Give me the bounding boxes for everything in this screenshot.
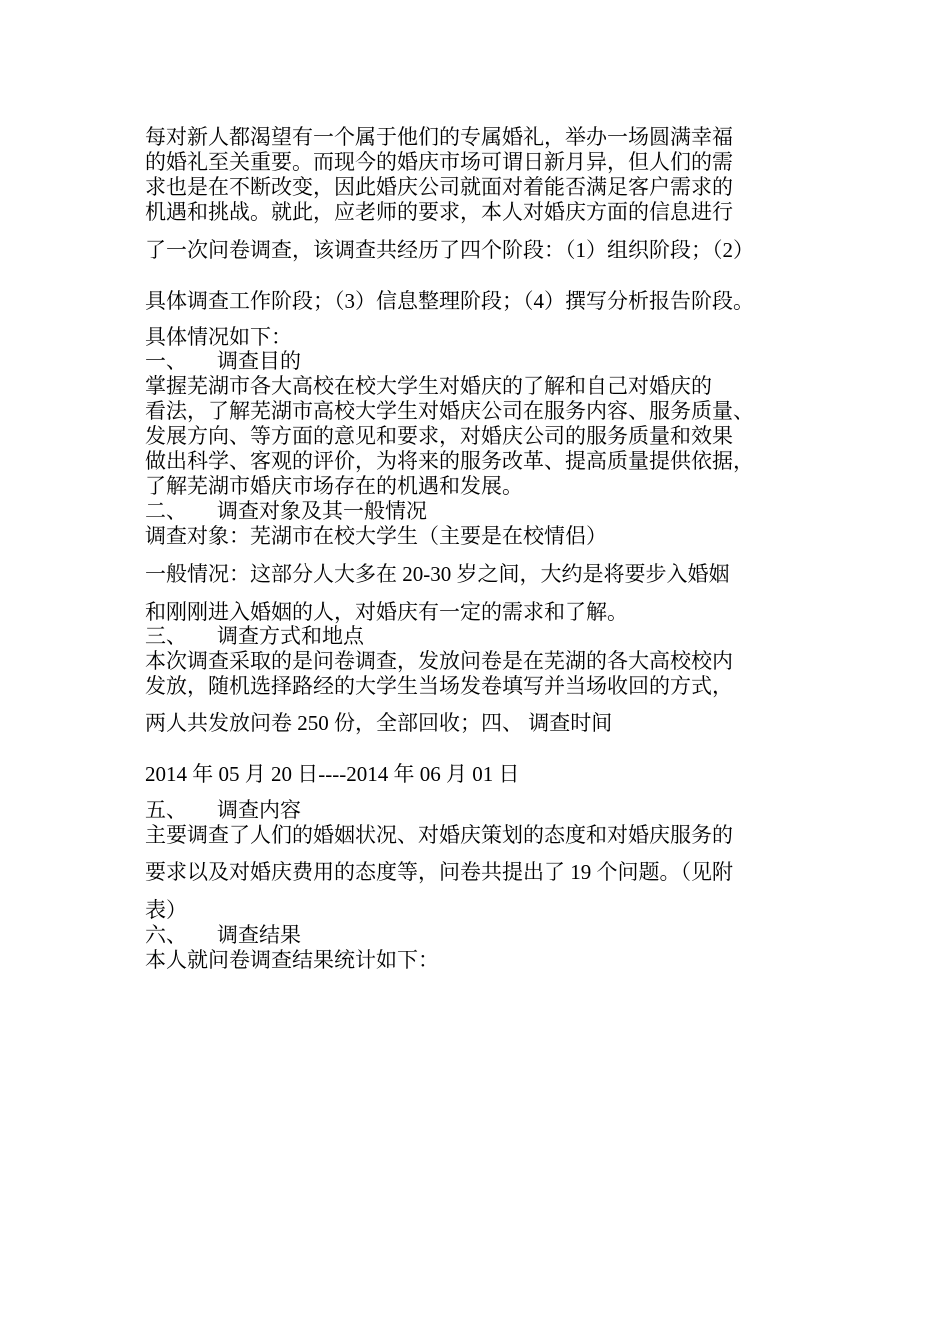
section-title: 调查结果 bbox=[217, 923, 301, 947]
body-line: 表） bbox=[145, 898, 187, 922]
body-line: 主要调查了人们的婚姻状况、对婚庆策划的态度和对婚庆服务的 bbox=[145, 823, 733, 847]
body-line: 掌握芜湖市各大高校在校大学生对婚庆的了解和自己对婚庆的 bbox=[145, 374, 712, 398]
section-heading bbox=[145, 624, 825, 648]
section-heading bbox=[145, 499, 825, 523]
body-line: 发展方向、等方面的意见和要求，对婚庆公司的服务质量和效果 bbox=[145, 424, 733, 448]
body-line: 两人共发放问卷 250 份，全部回收；四、 调查时间 bbox=[145, 711, 613, 735]
body-line: 调查对象：芜湖市在校大学生（主要是在校情侣） bbox=[145, 524, 607, 548]
body-line: 要求以及对婚庆费用的态度等，问卷共提出了 19 个问题。（见附 bbox=[145, 860, 733, 884]
section-number: 二、 bbox=[145, 499, 187, 523]
intro-line: 了一次问卷调查，该调查共经历了四个阶段：（1）组织阶段；（2） bbox=[145, 238, 754, 262]
body-line: 本人就问卷调查结果统计如下： bbox=[145, 948, 439, 972]
intro-line: 每对新人都渴望有一个属于他们的专属婚礼，举办一场圆满幸福 bbox=[145, 125, 733, 149]
section-heading bbox=[145, 923, 825, 947]
section-number: 六、 bbox=[145, 923, 187, 947]
body-line: 本次调查采取的是问卷调查，发放问卷是在芜湖的各大高校校内 bbox=[145, 649, 733, 673]
section-number: 三、 bbox=[145, 624, 187, 648]
intro-line: 机遇和挑战。就此，应老师的要求，本人对婚庆方面的信息进行 bbox=[145, 200, 733, 224]
section-heading bbox=[145, 798, 825, 822]
body-line: 了解芜湖市婚庆市场存在的机遇和发展。 bbox=[145, 474, 523, 498]
body-line: 做出科学、客观的评价，为将来的服务改革、提高质量提供依据， bbox=[145, 449, 754, 473]
body-line: 和刚刚进入婚姻的人，对婚庆有一定的需求和了解。 bbox=[145, 600, 628, 624]
body-line: 2014 年 05 月 20 日----2014 年 06 月 01 日 bbox=[145, 762, 520, 786]
section-number: 一、 bbox=[145, 349, 187, 373]
intro-line: 具体调查工作阶段；（3）信息整理阶段；（4）撰写分析报告阶段。 bbox=[145, 289, 754, 313]
section-title: 调查内容 bbox=[217, 798, 301, 822]
section-title: 调查对象及其一般情况 bbox=[217, 499, 427, 523]
intro-line: 求也是在不断改变，因此婚庆公司就面对着能否满足客户需求的 bbox=[145, 175, 733, 199]
section-title: 调查方式和地点 bbox=[217, 624, 364, 648]
section-title: 调查目的 bbox=[217, 349, 301, 373]
intro-line: 的婚礼至关重要。而现今的婚庆市场可谓日新月异，但人们的需 bbox=[145, 150, 733, 174]
body-line: 一般情况：这部分人大多在 20-30 岁之间，大约是将要步入婚姻 bbox=[145, 562, 730, 586]
body-line: 发放，随机选择路经的大学生当场发卷填写并当场收回的方式， bbox=[145, 674, 733, 698]
section-number: 五、 bbox=[145, 798, 187, 822]
intro-line: 具体情况如下： bbox=[145, 325, 292, 349]
section-heading bbox=[145, 349, 825, 373]
body-line: 看法，了解芜湖市高校大学生对婚庆公司在服务内容、服务质量、 bbox=[145, 399, 754, 423]
